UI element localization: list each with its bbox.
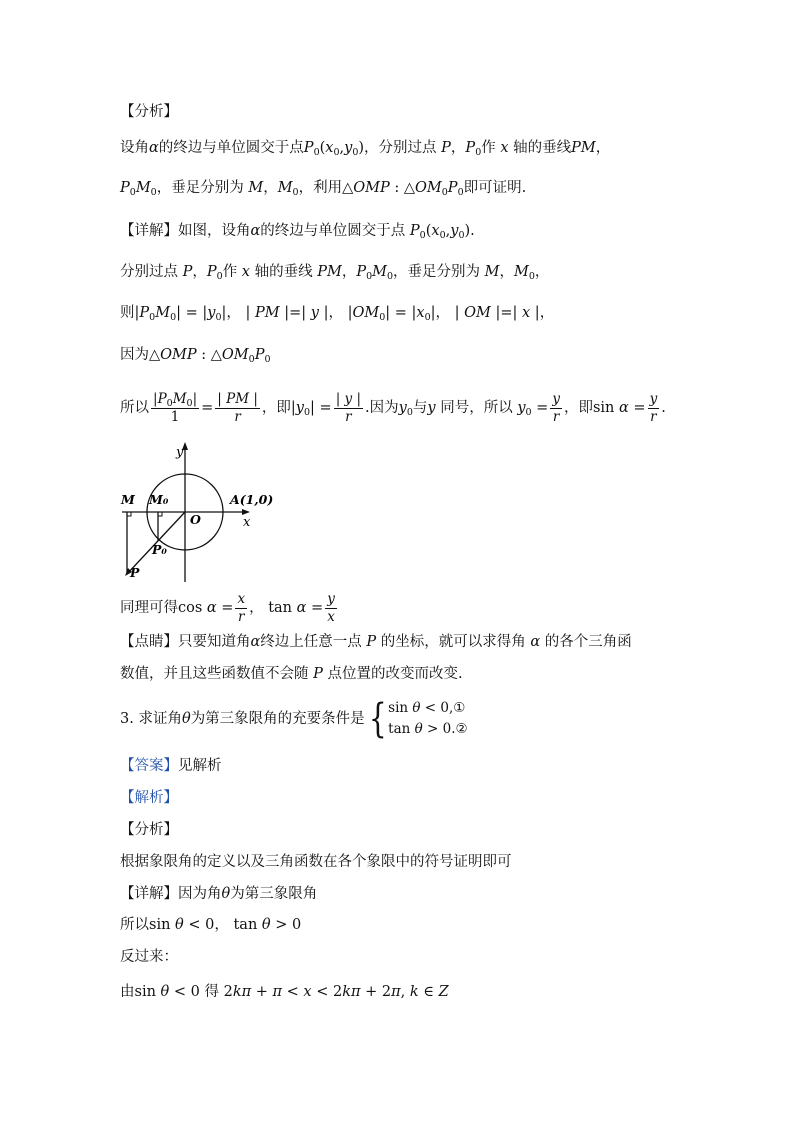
text-segment: ，即	[261, 400, 291, 416]
text-segment: 作	[481, 140, 496, 156]
analysis-tag-2: 【分析】	[120, 822, 178, 838]
text-segment: ，即	[563, 400, 593, 416]
answer-text: 见解析	[178, 758, 222, 774]
text-segment: 只要知道角	[178, 634, 251, 650]
text-segment: 点位置的改变而改变.	[327, 666, 463, 682]
circled-two: ②	[455, 721, 468, 737]
text-segment: 终边上任意一点	[260, 634, 362, 650]
text-segment: ，	[192, 264, 207, 280]
text-segment: 即可证明.	[463, 180, 527, 196]
text-segment: 轴的垂线	[513, 140, 572, 156]
answer-line	[120, 756, 222, 776]
text-segment: ，分别过点	[364, 140, 437, 156]
text-segment: ，	[450, 140, 466, 156]
text-segment: 得	[204, 984, 219, 1000]
text-segment: ，	[249, 600, 264, 616]
question-number: 3.	[120, 711, 134, 727]
question-3: 3. 求证角θ为第三象限角的充要条件是{ sin θ < 0,① tan θ > 0.②	[120, 696, 468, 742]
label-y: y	[176, 445, 184, 460]
text-segment: 因为	[120, 347, 149, 363]
text-segment: 同理可得	[120, 600, 178, 616]
text-segment: 则	[120, 305, 135, 321]
label-p: P	[130, 565, 140, 580]
label-m: M	[121, 492, 135, 507]
detail-2-line-2: 所以sin θ < 0， tan θ > 0	[120, 917, 302, 933]
detail-2-line-4: 由sin θ < 0 得 2kπ + π < x < 2kπ + 2π, k ∈ Z	[120, 984, 449, 1000]
label-a: A(1,0)	[230, 492, 274, 507]
analysis-tag: 【分析】	[120, 104, 178, 120]
label-p0: P₀	[152, 542, 167, 557]
text-segment: 与	[412, 400, 428, 416]
text-segment: 的坐标，就可以求得角	[380, 634, 526, 650]
text-segment: ，	[341, 264, 357, 280]
text-segment: 因为角	[178, 886, 222, 902]
text-segment: .因为	[365, 400, 399, 416]
text-segment: ，垂足分别为	[156, 180, 244, 196]
text-segment: 所以	[120, 917, 149, 933]
text-segment: 求证角	[138, 711, 182, 727]
comment-line-1: 【点睛】只要知道角α终边上任意一点 P 的坐标，就可以求得角 α 的各个三角函	[120, 634, 632, 650]
circled-one: ①	[453, 700, 466, 716]
text-segment: ，	[214, 917, 229, 933]
text-segment: 由	[120, 984, 135, 1000]
detail-tag-2: 【详解】	[120, 886, 178, 902]
analysis-2-text: 根据象限角的定义以及三角函数在各个象限中的符号证明即可	[120, 854, 512, 870]
comment-line-2: 数值，并且这些函数值不会随 P 点位置的改变而改变.	[120, 666, 463, 682]
solution-tag: 【解析】	[120, 790, 178, 806]
text-segment: 所以	[120, 400, 149, 416]
text-segment: 的终边与单位圆交于点	[260, 223, 406, 239]
detail-2-line-3: 反过来：	[120, 949, 178, 965]
detail-tag: 【详解】	[120, 223, 178, 239]
detail-line-1: 【详解】如图，设角α的终边与单位圆交于点 $P_0(x_0,y_0)$.	[120, 223, 475, 241]
text-segment: 如图，设角	[178, 223, 251, 239]
text-segment: 分别过点	[120, 264, 178, 280]
unit-circle-figure	[118, 436, 288, 586]
detail-line-4: 因为△OMP : $\triangle OM_0P_0$	[120, 347, 271, 365]
label-o: O	[190, 512, 201, 527]
text-segment: 的终边与单位圆交于点	[158, 140, 304, 156]
detail-2-line-1: 【详解】因为角θ为第三象限角	[120, 886, 318, 902]
text-segment: 作	[222, 264, 238, 280]
text-segment: ，垂足分别为	[393, 264, 481, 280]
text-segment: 轴的垂线	[254, 264, 313, 280]
detail-line-5: 所以 $\frac{|P_0M_0|}{1}$ = $\frac{| PM |}{r}$ ，即$|y_0|$ = $\frac{| y |}{r}$ .因为$y_0$与y 同号，所以 $y_0$ = $\frac{y}{r}$ ，即sin α = $\frac{y}{r}$ .	[120, 390, 666, 425]
detail-line-6: 同理可得cos α = $\frac{x}{r}$ ， tan α = $\frac{y}{x}$	[120, 590, 335, 625]
text-segment: 数值，并且这些函数值不会随	[120, 666, 309, 682]
text-segment: 同号，所以	[440, 400, 513, 416]
text-segment: ，利用	[298, 180, 343, 196]
detail-line-3: 则$|P_0M_0| = |y_0|$， | PM |=| y |， $|OM_0| = |x_0|$， | OM |=| x |，	[120, 305, 555, 323]
text-segment: 的各个三角函	[544, 634, 632, 650]
text-segment: 为第三象限角	[230, 886, 318, 902]
analysis-line-1: 设角α的终边与单位圆交于点$P_0(x_0,y_0)$，分别过点 P，$P_0$作 x 轴的垂线PM，	[120, 140, 611, 158]
answer-tag: 【答案】	[120, 758, 178, 774]
text-segment: 为第三象限角的充要条件是	[190, 711, 365, 727]
detail-line-2: 分别过点 P，$P_0$作 x 轴的垂线 PM，$P_0M_0$，垂足分别为 M，$M_0$，	[120, 264, 550, 282]
label-x: x	[243, 515, 251, 530]
analysis-line-2: $P_0M_0$，垂足分别为 M，$M_0$，利用△OMP : $\triangle OM_0P_0$即可证明.	[120, 180, 527, 198]
label-m0: M₀	[149, 492, 169, 507]
text-segment: 设角	[120, 140, 149, 156]
comment-tag: 【点睛】	[120, 634, 178, 650]
